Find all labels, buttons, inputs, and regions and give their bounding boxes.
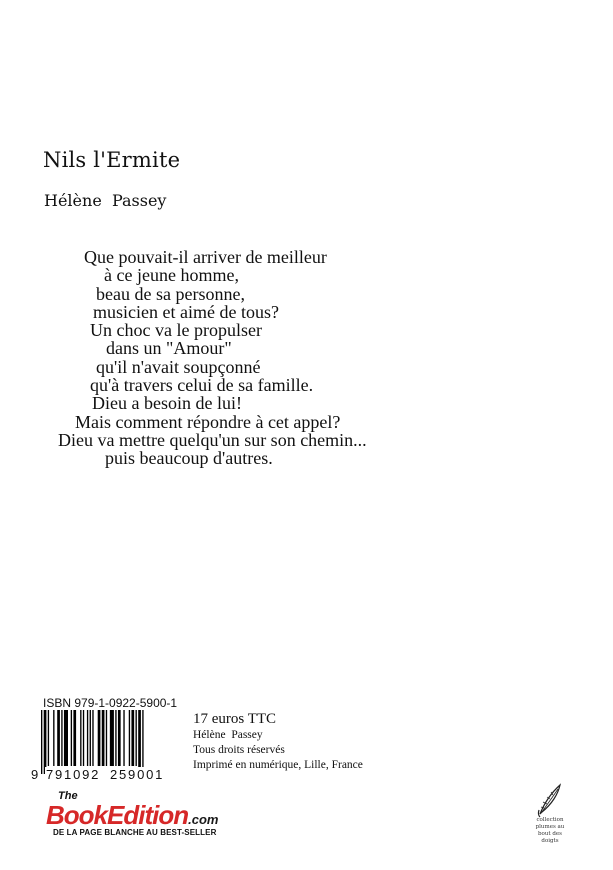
blurb-line: puis beaucoup d'autres. [105, 448, 273, 469]
collection-line: bout des [538, 831, 562, 837]
logo-wordmark [46, 800, 218, 831]
barcode-bar [64, 710, 68, 766]
blurb-line: Mais comment répondre à cet appel? [75, 411, 341, 432]
logo-n: n [173, 800, 189, 830]
collection-line: plumes au [535, 824, 565, 830]
barcode-bar [131, 710, 134, 766]
logo-the: The [58, 790, 78, 802]
barcode-bar [129, 710, 130, 766]
isbn-label: ISBN 979-1-0922-5900-1 [43, 696, 178, 710]
barcode-bar [90, 710, 91, 766]
blurb-line: Dieu va mettre quelqu'un sur son chemin... [58, 429, 367, 450]
barcode-bar [123, 710, 124, 766]
price: 17 euros TTC [193, 711, 277, 727]
blurb-line: musicien et aimé de tous? [93, 301, 279, 322]
barcode-bar [48, 710, 49, 766]
collection-line: doigts [541, 838, 559, 844]
blurb-line: qu'il n'avait soupçonné [96, 356, 261, 377]
barcode-bars [31, 710, 181, 774]
barcode [31, 710, 181, 782]
barcode-bar [41, 710, 42, 774]
blurb-line: Dieu a besoin de lui! [92, 393, 242, 414]
imprint-author: Hélène Passey [193, 729, 263, 741]
barcode-bar [92, 710, 93, 766]
imprint-rights: Tous droits réservés [193, 744, 285, 756]
barcode-bar [57, 710, 60, 766]
blurb-line: dans un "Amour" [106, 338, 232, 359]
barcode-bar [44, 710, 47, 774]
collection-label [524, 817, 576, 845]
barcode-bar [106, 710, 107, 766]
blurb [0, 248, 613, 468]
barcode-digits-group2: 259001 [110, 767, 165, 782]
barcode-bar [115, 710, 116, 766]
collection-line: collection [536, 817, 564, 823]
logo-book-edition: BookEditi [46, 800, 159, 830]
barcode-bar [110, 710, 114, 766]
barcode-digits-group1: 791092 [46, 767, 101, 782]
book-author: Hélène Passey [44, 191, 167, 210]
barcode-bar [61, 710, 62, 766]
barcode-bar [83, 710, 84, 766]
book-title: Nils l'Ermite [43, 148, 181, 172]
barcode-bar [71, 710, 72, 766]
barcode-bar [118, 710, 121, 766]
barcode-bar [142, 710, 143, 774]
barcode-bar [98, 710, 101, 766]
publisher-logo [46, 790, 219, 837]
barcode-digit-first: 9 [31, 767, 41, 782]
logo-o: o [158, 800, 174, 830]
imprint-printed: Imprimé en numérique, Lille, France [193, 759, 363, 771]
barcode-bar [87, 710, 88, 766]
barcode-bar [102, 710, 105, 766]
blurb-line: Un choc va le propulser [90, 320, 262, 341]
barcode-bar [136, 710, 137, 766]
logo-com: .com [188, 812, 219, 827]
blurb-line: qu'à travers celui de sa famille. [90, 375, 314, 396]
barcode-bar [73, 710, 76, 766]
barcode-bar [53, 710, 54, 766]
blurb-line: à ce jeune homme, [104, 265, 239, 286]
quill-icon [530, 780, 570, 820]
publisher-tagline: DE LA PAGE BLANCHE AU BEST-SELLER [53, 828, 217, 837]
barcode-bar [138, 710, 141, 774]
blurb-line: Que pouvait-il arriver de meilleur [84, 247, 327, 267]
barcode-bar [80, 710, 81, 766]
blurb-line: beau de sa personne, [96, 283, 245, 304]
